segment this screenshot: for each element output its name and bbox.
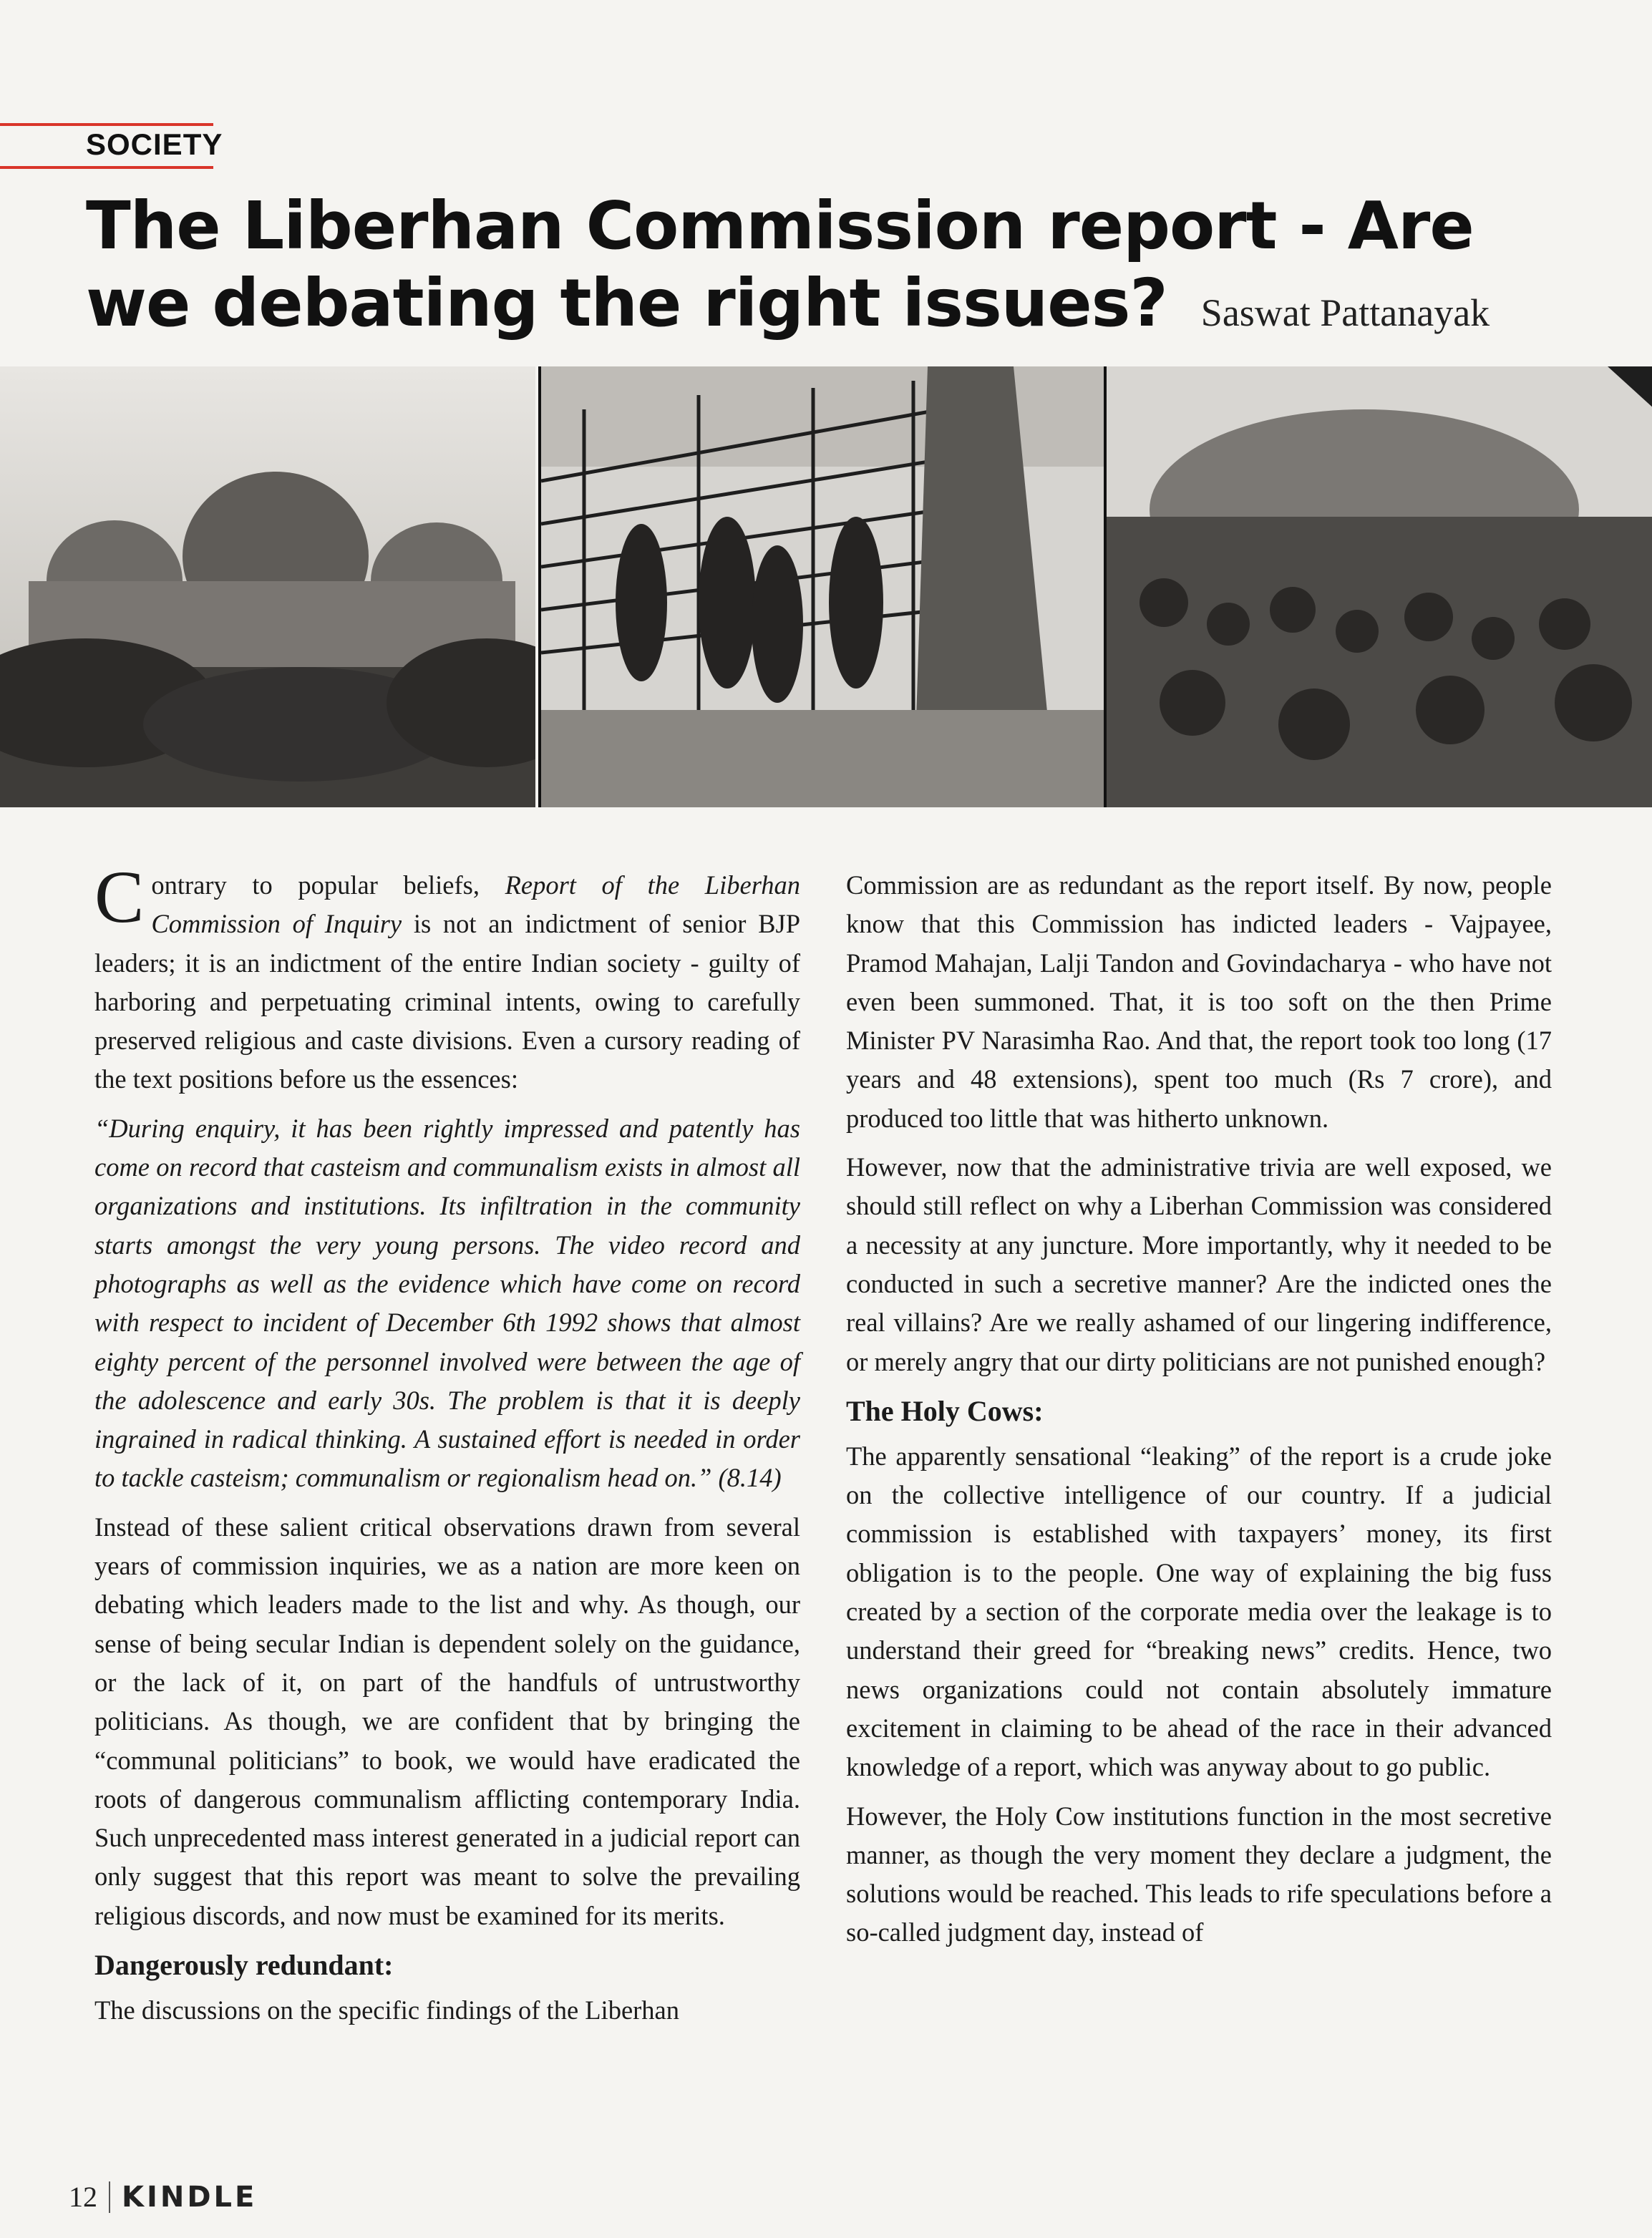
report-quote: “During enquiry, it has been rightly impressed and patently has come on record that casteism and communalism exists in almost all organizations and institutions. Its infiltration in the community starts amongst the very young persons. The video record and photographs as well as the evidence which have come on record with respect to incident of December 6th 1992 shows that almost eighty percent of the personnel involved were between the age of the adolescence and early 30s. The problem is that it is deeply ingrained in radical thinking. A sustained effort is needed in order to tackle casteism; communalism or regionalism head on.” (8.14)	[94, 1113, 800, 1493]
footer-divider	[109, 2181, 110, 2213]
byline: Saswat Pattanayak	[1200, 291, 1490, 334]
subheading-holy-cows: The Holy Cows:	[846, 1394, 1044, 1427]
body-paragraph: However, the Holy Cow institutions function in the most secretive manner, as though the very moment they declare a judgment, the solutions would be reached. This leads to rife speculations before a so-called judgment day, instead of	[846, 1801, 1552, 1947]
drop-cap: C	[94, 856, 145, 938]
fence-crowd-photo	[538, 366, 1104, 807]
body-paragraph: Instead of these salient critical observations drawn from several years of commission inquiries, we as a nation are more keen on debating which leaders made to the list and why. As though, our sense of being secular Indian is dependent solely on the guidance, or the lack of it, on part of the handfuls of untrustworthy politicians. As though, we are confident that by bringing the “communal politicians” to book, we would have eradicated the roots of dangerous communalism afflicting contemporary India. Such unprecedented mass interest generated in a judicial report can only suggest that this report was meant to solve the prevailing religious discords, and now must be examined for its merits.	[94, 1512, 800, 1930]
body-paragraph: The apparently sensational “leaking” of the report is a crude joke on the collective intelligence of our country. If a judicial commission is established with taxpayers’ money, its first obligation is to the people. One way of explaining the big fuss created by a section of the corporate media over the leakage is to understand their greed for “breaking news” credits. Hence, two news organizations could not contain absolutely immature excitement in claiming to be ahead of the race in their advanced knowledge of a report, which was anyway about to go public.	[846, 1441, 1552, 1782]
page-number: 12	[69, 2181, 97, 2213]
intro-text-end: is not an indictment of senior BJP leaders; it is an indictment of the entire Indian society - guilty of harboring and perpetuating criminal intents, owing to carefully preserved religious and caste divisions. Even a cursory reading of the text positions before us the essences:	[94, 909, 800, 1094]
report-title: Report of the Liberhan Commission of Inquiry	[151, 870, 800, 939]
article-column-left	[94, 856, 800, 2040]
mosque-photo	[0, 366, 535, 807]
photo-strip	[0, 366, 1652, 807]
magazine-name: KINDLE	[122, 2180, 258, 2214]
crowd-on-dome-photo	[1104, 366, 1652, 807]
section-rule-top	[0, 123, 213, 126]
intro-paragraph	[94, 856, 800, 1099]
page-footer	[69, 2180, 257, 2214]
section-label: SOCIETY	[86, 127, 223, 161]
section-rule-bottom	[0, 166, 213, 169]
article-headline	[86, 188, 1560, 351]
body-paragraph: However, now that the administrative trivia are well exposed, we should still reflect on why a Liberhan Commission was considered a necessity at any juncture. More importantly, why it needed to be conducted in such a secretive manner? Are the indicted ones the real villains? Are we really ashamed of our lingering indifference, or merely angry that our dirty politicians are not punished enough?	[846, 1152, 1552, 1376]
body-paragraph: The discussions on the specific findings of the Liberhan	[94, 1995, 680, 2025]
article-column-right	[846, 866, 1552, 1962]
subheading-dangerously-redundant: Dangerously redundant:	[94, 1949, 394, 1982]
intro-text-start: ontrary to popular beliefs,	[151, 870, 505, 900]
body-paragraph: Commission are as redundant as the report itself. By now, people know that this Commission has indicted leaders - Vajpayee, Pramod Mahajan, Lalji Tandon and Govindacharya - who have not even been summoned. That, it is too soft on the then Prime Minister PV Narasimha Rao. And that, the report took too long (17 years and 48 extensions), spent too much (Rs 7 crore), and produced too little that was hitherto unknown.	[846, 870, 1552, 1133]
headline-title: The Liberhan Commission report - Are we debating the right issues?	[86, 188, 1474, 341]
